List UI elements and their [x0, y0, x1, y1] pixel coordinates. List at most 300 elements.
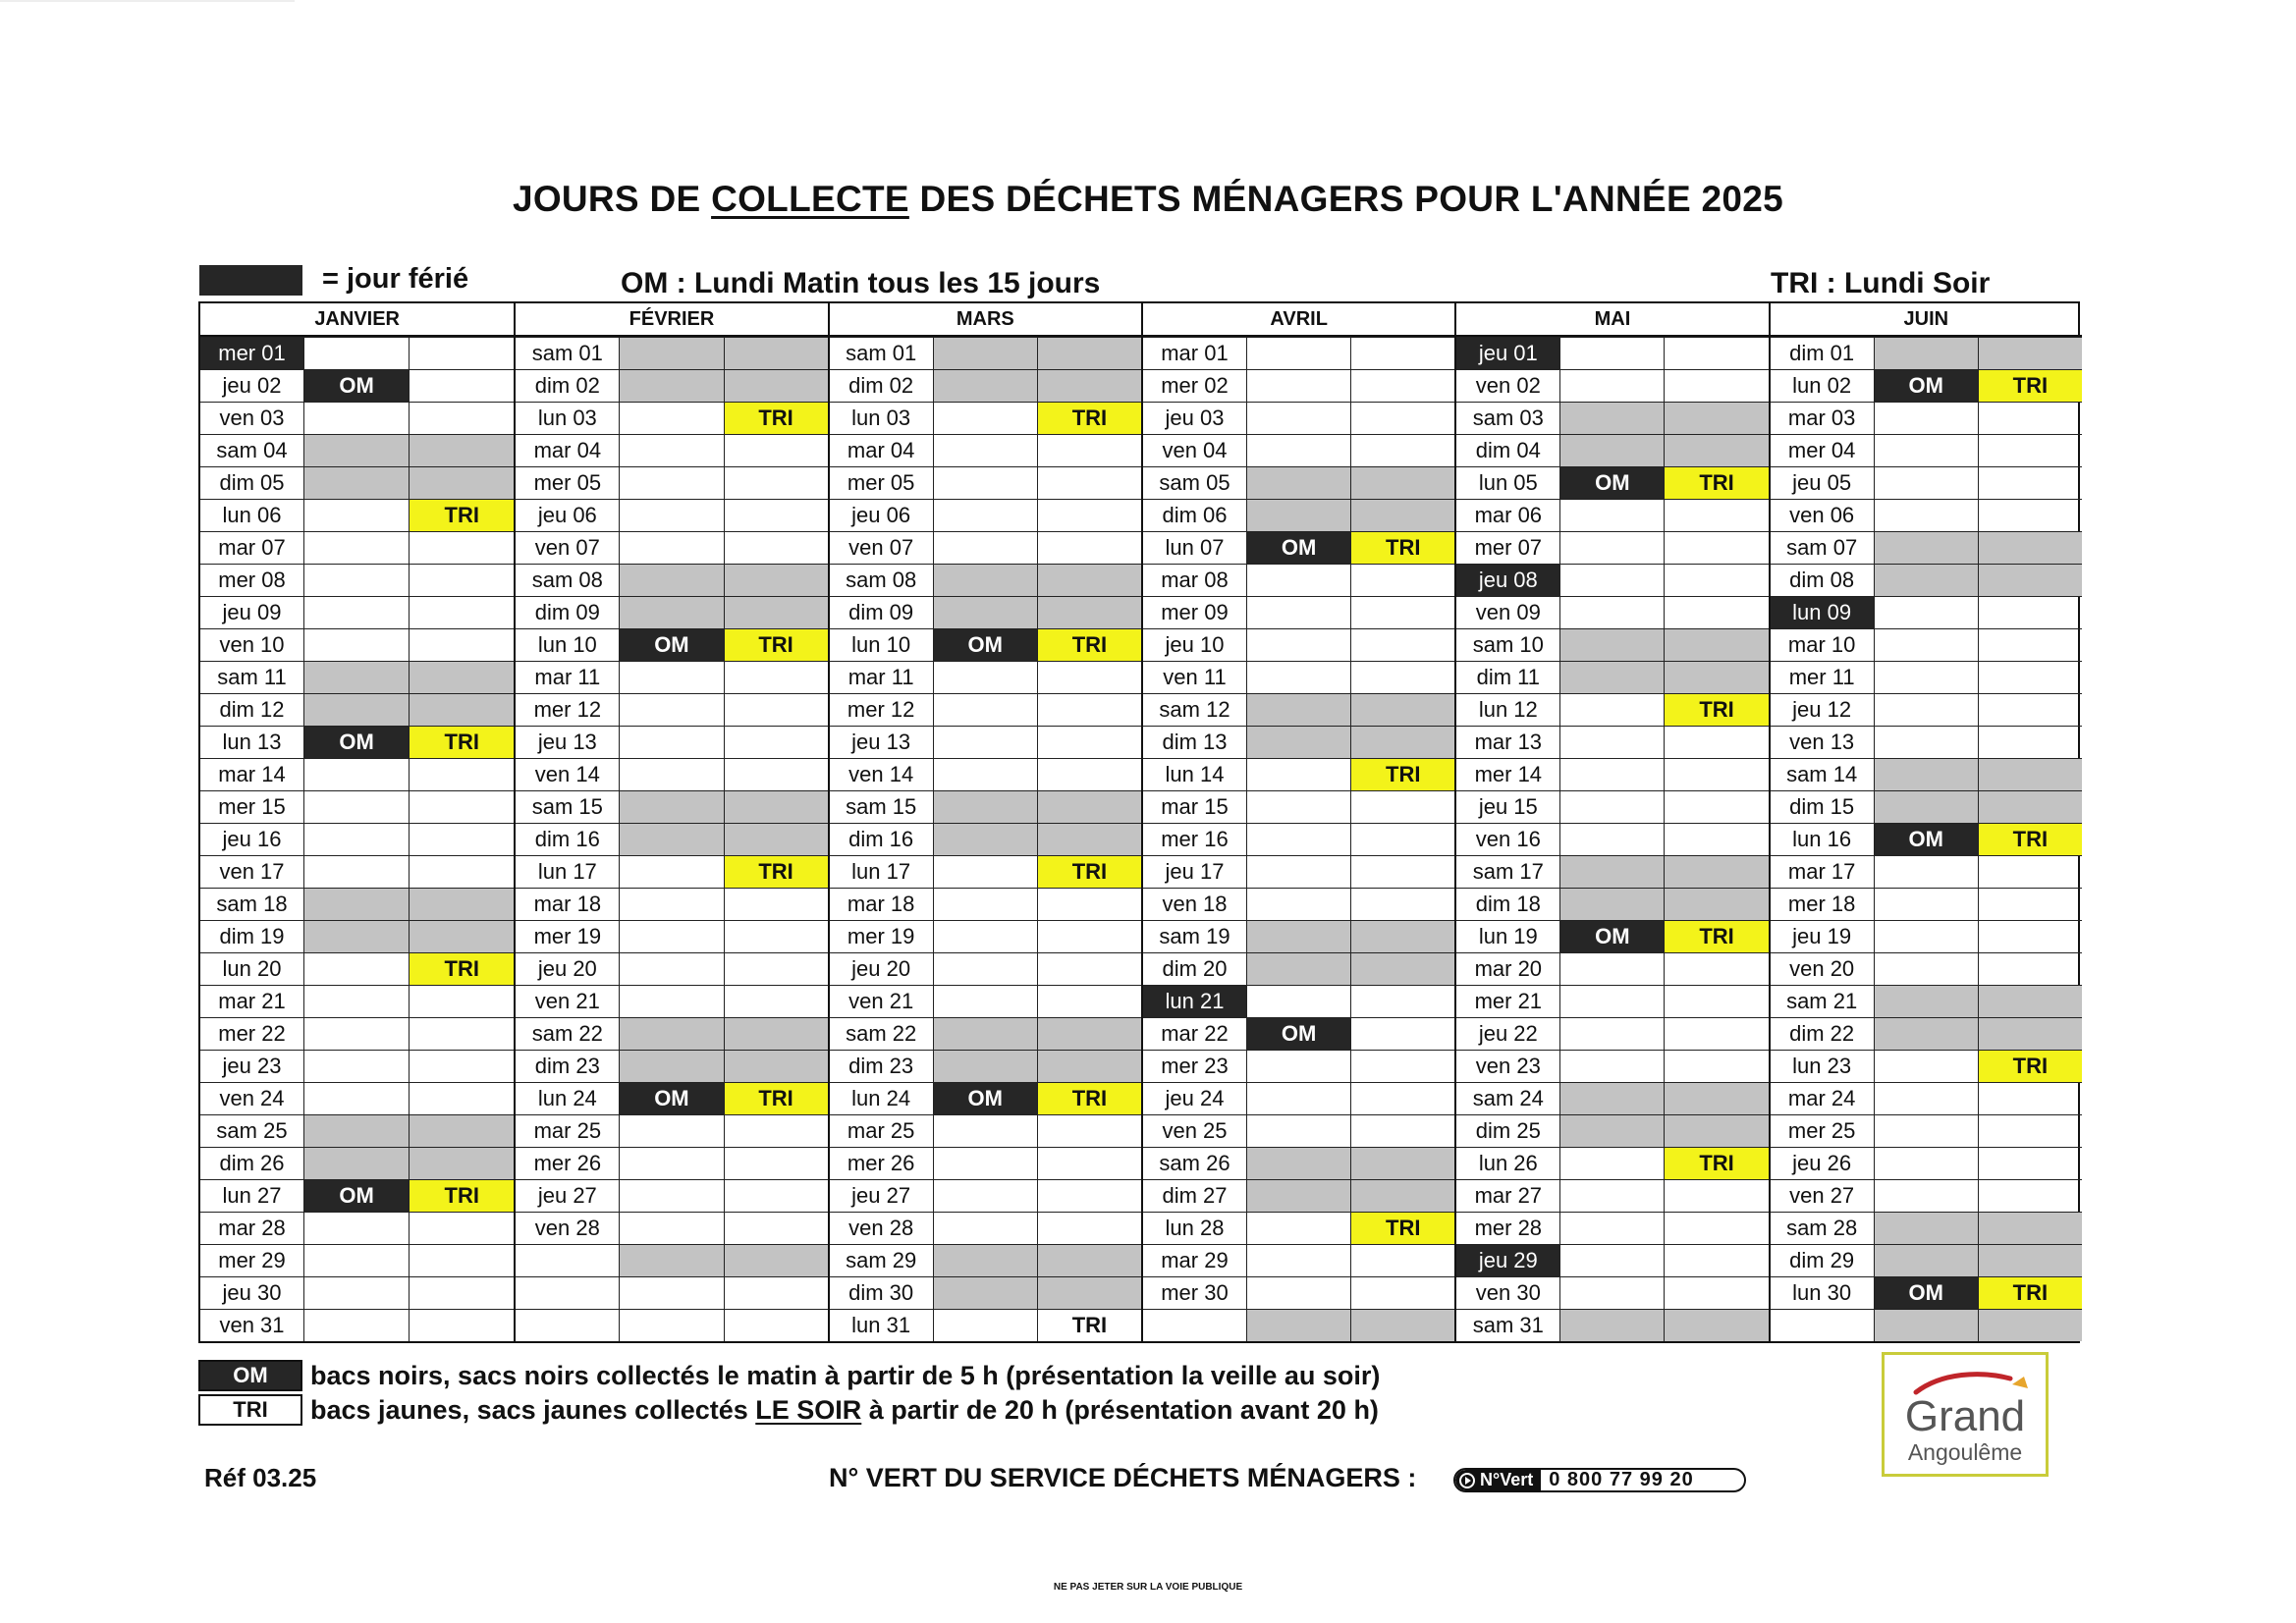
day-label: lun 17: [830, 856, 934, 888]
tri-cell: [1665, 759, 1768, 790]
tri-cell: [410, 1051, 514, 1082]
day-row: [1771, 985, 2082, 1017]
tri-cell: [1979, 694, 2082, 726]
tri-cell: [410, 921, 514, 952]
om-cell: [1560, 1213, 1665, 1244]
day-label: lun 16: [1771, 824, 1875, 855]
om-cell: [304, 1083, 410, 1114]
day-label: lun 27: [200, 1180, 304, 1212]
day-label: mar 10: [1771, 629, 1875, 661]
om-collection-cell: OM: [1247, 532, 1351, 564]
grand-angouleme-logo: [1882, 1352, 2049, 1477]
day-row: [516, 1276, 827, 1309]
tri-cell: [1351, 500, 1454, 531]
day-row: [200, 693, 514, 726]
om-collection-cell: OM: [1247, 1018, 1351, 1050]
page-title: JOURS DE COLLECTE DES DÉCHETS MÉNAGERS POUR L'ANNÉE 2025: [512, 179, 1784, 219]
tri-cell: [1038, 500, 1141, 531]
om-cell: [620, 403, 724, 434]
day-row: [1771, 564, 2082, 596]
tri-collection-cell: TRI: [1038, 856, 1141, 888]
om-cell: [1875, 1310, 1979, 1341]
day-row: [516, 1212, 827, 1244]
tri-collection-cell: TRI: [1979, 370, 2082, 402]
om-cell: [304, 435, 410, 466]
tri-cell: [725, 1051, 828, 1082]
tri-cell: [1038, 1213, 1141, 1244]
month-header: MAI: [1456, 303, 1768, 337]
day-row: [830, 1276, 1141, 1309]
tri-cell: [725, 1310, 828, 1341]
om-collection-cell: OM: [304, 727, 410, 758]
om-cell: [304, 565, 410, 596]
om-cell: [304, 1115, 410, 1147]
day-label: ven 20: [1771, 953, 1875, 985]
om-collection-cell: OM: [1875, 1277, 1979, 1309]
tri-cell: [1979, 1180, 2082, 1212]
day-label: mer 05: [830, 467, 934, 499]
day-row: [1456, 920, 1768, 952]
tri-schedule-label: TRI : Lundi Soir: [1771, 267, 1991, 299]
tri-collection-cell: TRI: [1351, 1213, 1454, 1244]
om-cell: [1560, 694, 1665, 726]
om-cell: [304, 694, 410, 726]
day-label: lun 24: [830, 1083, 934, 1114]
tri-collection-cell: TRI: [1038, 629, 1141, 661]
day-row: [1456, 466, 1768, 499]
day-label: ven 13: [1771, 727, 1875, 758]
om-cell: [1875, 759, 1979, 790]
day-label: [1771, 1310, 1875, 1341]
om-key-text: bacs noirs, sacs noirs collectés le matin à partir de 5 h (présentation la veille au soir): [310, 1360, 1381, 1390]
day-label: jeu 27: [830, 1180, 934, 1212]
day-row: [1143, 726, 1454, 758]
month-header: JUIN: [1771, 303, 2082, 337]
om-cell: [1247, 694, 1351, 726]
month-column: [1454, 303, 1768, 1341]
tri-cell: [1351, 727, 1454, 758]
day-label: mer 29: [200, 1245, 304, 1276]
day-row: [1143, 337, 1454, 369]
om-cell: [934, 1148, 1038, 1179]
day-row: [1143, 499, 1454, 531]
day-row: [200, 434, 514, 466]
day-row: [516, 531, 827, 564]
day-row: [1771, 499, 2082, 531]
day-label: jeu 26: [1771, 1148, 1875, 1179]
om-cell: [1560, 1115, 1665, 1147]
om-cell: [620, 467, 724, 499]
day-row: [516, 402, 827, 434]
om-cell: [934, 565, 1038, 596]
day-label: mar 29: [1143, 1245, 1247, 1276]
day-label-holiday: mer 01: [200, 338, 304, 369]
day-row: [1771, 1244, 2082, 1276]
day-row: [1143, 985, 1454, 1017]
om-cell: [1875, 597, 1979, 628]
day-row: [1143, 920, 1454, 952]
tri-cell: [1351, 338, 1454, 369]
om-cell: [934, 500, 1038, 531]
om-cell: [304, 1051, 410, 1082]
day-row: [1456, 337, 1768, 369]
day-row: [516, 1179, 827, 1212]
day-row: [830, 1179, 1141, 1212]
day-row: [1771, 855, 2082, 888]
day-row: [1456, 1179, 1768, 1212]
tri-cell: [1038, 953, 1141, 985]
day-row: [830, 531, 1141, 564]
day-label: sam 03: [1456, 403, 1560, 434]
day-label: jeu 05: [1771, 467, 1875, 499]
tri-cell: [1665, 791, 1768, 823]
om-cell: [1247, 791, 1351, 823]
day-row: [200, 1017, 514, 1050]
day-row: [830, 1114, 1141, 1147]
tri-cell: [410, 370, 514, 402]
om-cell: [1560, 1148, 1665, 1179]
day-label: mer 11: [1771, 662, 1875, 693]
tri-collection-cell: TRI: [1665, 467, 1768, 499]
om-cell: [1247, 467, 1351, 499]
day-label: jeu 10: [1143, 629, 1247, 661]
day-label: mar 07: [200, 532, 304, 564]
day-row: [1143, 1114, 1454, 1147]
om-cell: [934, 953, 1038, 985]
om-cell: [620, 856, 724, 888]
day-label: lun 05: [1456, 467, 1560, 499]
tri-cell: [410, 1310, 514, 1341]
reference-code: Réf 03.25: [204, 1463, 317, 1492]
tri-cell: [1979, 791, 2082, 823]
day-row: [1456, 596, 1768, 628]
om-cell: [620, 1180, 724, 1212]
om-cell: [620, 727, 724, 758]
day-label-holiday: lun 09: [1771, 597, 1875, 628]
day-row: [200, 1179, 514, 1212]
day-label: dim 13: [1143, 727, 1247, 758]
day-label-holiday: jeu 08: [1456, 565, 1560, 596]
day-label: ven 25: [1143, 1115, 1247, 1147]
day-row: [516, 1082, 827, 1114]
day-label: sam 19: [1143, 921, 1247, 952]
day-row: [516, 952, 827, 985]
day-row: [516, 564, 827, 596]
day-row: [1456, 628, 1768, 661]
day-label: mer 14: [1456, 759, 1560, 790]
om-cell: [934, 889, 1038, 920]
om-cell: [934, 759, 1038, 790]
tri-cell: [1038, 921, 1141, 952]
om-cell: [934, 694, 1038, 726]
day-row: [1456, 758, 1768, 790]
green-number-badge: [1455, 1470, 1541, 1490]
tri-cell: [725, 921, 828, 952]
day-label: dim 15: [1771, 791, 1875, 823]
tri-cell: [1665, 1180, 1768, 1212]
day-label: jeu 20: [830, 953, 934, 985]
day-row: [1456, 1147, 1768, 1179]
day-label: lun 10: [830, 629, 934, 661]
tri-cell: [410, 338, 514, 369]
om-cell: [934, 791, 1038, 823]
tri-cell: [1665, 370, 1768, 402]
om-collection-cell: OM: [934, 1083, 1038, 1114]
om-cell: [304, 856, 410, 888]
day-label: dim 23: [830, 1051, 934, 1082]
om-cell: [1560, 824, 1665, 855]
day-label: lun 31: [830, 1310, 934, 1341]
om-cell: [620, 986, 724, 1017]
day-row: [1456, 1212, 1768, 1244]
day-label: dim 18: [1456, 889, 1560, 920]
tri-cell: [1665, 824, 1768, 855]
om-cell: [304, 403, 410, 434]
day-row: [1143, 661, 1454, 693]
day-label: [516, 1310, 620, 1341]
tri-cell: [1665, 403, 1768, 434]
day-label: sam 29: [830, 1245, 934, 1276]
om-cell: [304, 532, 410, 564]
om-cell: [1247, 1051, 1351, 1082]
day-label: mer 15: [200, 791, 304, 823]
logo-text-angouleme: Angoulême: [1907, 1439, 2023, 1465]
green-number-badge-text: N°Vert: [1480, 1470, 1534, 1489]
day-row: [200, 402, 514, 434]
day-row: [830, 1244, 1141, 1276]
day-row: [200, 1309, 514, 1341]
om-cell: [1247, 921, 1351, 952]
om-cell: [1560, 662, 1665, 693]
day-label: jeu 09: [200, 597, 304, 628]
om-cell: [1875, 1148, 1979, 1179]
day-row: [1456, 1082, 1768, 1114]
day-row: [200, 661, 514, 693]
om-cell: [1247, 1115, 1351, 1147]
tri-cell: [725, 1245, 828, 1276]
om-cell: [1560, 727, 1665, 758]
om-cell: [1875, 532, 1979, 564]
om-cell: [1560, 1018, 1665, 1050]
om-cell: [620, 694, 724, 726]
day-row: [1771, 790, 2082, 823]
day-label: ven 06: [1771, 500, 1875, 531]
day-row: [1143, 693, 1454, 726]
day-label: sam 01: [830, 338, 934, 369]
om-cell: [1247, 1310, 1351, 1341]
day-label: lun 07: [1143, 532, 1247, 564]
day-row: [200, 726, 514, 758]
om-cell: [1247, 629, 1351, 661]
tri-cell: [1351, 824, 1454, 855]
om-cell: [1247, 338, 1351, 369]
om-cell: [1247, 1180, 1351, 1212]
day-label: dim 19: [200, 921, 304, 952]
day-row: [1771, 596, 2082, 628]
day-row: [1456, 1244, 1768, 1276]
om-cell: [620, 921, 724, 952]
day-label: [516, 1277, 620, 1309]
tri-cell: [1038, 1245, 1141, 1276]
tri-cell: [410, 824, 514, 855]
day-row: [830, 823, 1141, 855]
om-cell: [934, 1310, 1038, 1341]
om-cell: [1247, 597, 1351, 628]
om-cell: [620, 565, 724, 596]
day-row: [200, 628, 514, 661]
day-label: mer 19: [830, 921, 934, 952]
day-label: dim 16: [830, 824, 934, 855]
day-label: lun 02: [1771, 370, 1875, 402]
day-row: [1143, 1082, 1454, 1114]
tri-cell: [1351, 1018, 1454, 1050]
tri-collection-cell: TRI: [725, 1083, 828, 1114]
day-label: lun 23: [1771, 1051, 1875, 1082]
tri-cell: [1665, 500, 1768, 531]
om-cell: [1875, 856, 1979, 888]
om-cell: [934, 597, 1038, 628]
day-row: [830, 888, 1141, 920]
om-collection-cell: OM: [1875, 824, 1979, 855]
month-header: JANVIER: [200, 303, 514, 337]
tri-cell: [1979, 500, 2082, 531]
day-row: [516, 790, 827, 823]
tri-cell: [1038, 1051, 1141, 1082]
day-row: [1771, 434, 2082, 466]
tri-cell: [1979, 1083, 2082, 1114]
tri-cell: [725, 1115, 828, 1147]
day-label: sam 24: [1456, 1083, 1560, 1114]
day-row: [200, 790, 514, 823]
day-row: [830, 985, 1141, 1017]
day-row: [830, 337, 1141, 369]
day-row: [1456, 693, 1768, 726]
tri-cell: [725, 1018, 828, 1050]
day-row: [1456, 499, 1768, 531]
tri-collection-cell: TRI: [1071, 1313, 1108, 1337]
om-cell: [1875, 403, 1979, 434]
day-row: [200, 1276, 514, 1309]
om-cell: [620, 889, 724, 920]
om-cell: [1560, 532, 1665, 564]
tri-collection-cell: TRI: [1665, 694, 1768, 726]
tri-cell: [410, 694, 514, 726]
day-row: [1771, 466, 2082, 499]
tri-cell: [1351, 629, 1454, 661]
om-cell: [1560, 759, 1665, 790]
tri-cell: [1665, 986, 1768, 1017]
day-row: [200, 888, 514, 920]
day-label: jeu 16: [200, 824, 304, 855]
day-row: [1771, 1309, 2082, 1341]
day-label: mar 27: [1456, 1180, 1560, 1212]
om-cell: [1247, 1148, 1351, 1179]
tri-collection-cell: TRI: [725, 403, 828, 434]
tri-cell: [410, 1018, 514, 1050]
day-label: mer 08: [200, 565, 304, 596]
om-cell: [1560, 370, 1665, 402]
day-row: [200, 564, 514, 596]
tri-cell: [1038, 1148, 1141, 1179]
tri-cell: [1038, 435, 1141, 466]
om-cell: [620, 435, 724, 466]
om-cell: [1247, 824, 1351, 855]
green-number-pill: [1453, 1468, 1746, 1492]
day-row: [516, 823, 827, 855]
day-label: sam 07: [1771, 532, 1875, 564]
day-label: mar 25: [516, 1115, 620, 1147]
day-label: dim 23: [516, 1051, 620, 1082]
day-row: [830, 1309, 1141, 1341]
tri-cell: [725, 435, 828, 466]
om-cell: [1247, 1083, 1351, 1114]
tri-key-box: TRI: [198, 1394, 302, 1426]
tri-cell: [1038, 727, 1141, 758]
om-cell: [934, 1180, 1038, 1212]
month-column: [200, 303, 514, 1341]
day-row: [516, 726, 827, 758]
month-header: AVRIL: [1143, 303, 1454, 337]
day-label: sam 15: [516, 791, 620, 823]
tri-cell: [1665, 1083, 1768, 1114]
day-label: dim 05: [200, 467, 304, 499]
tri-cell: [1665, 532, 1768, 564]
day-row: [1456, 661, 1768, 693]
day-label: mar 21: [200, 986, 304, 1017]
day-row: [1771, 531, 2082, 564]
day-row: [1771, 1147, 2082, 1179]
day-label: jeu 23: [200, 1051, 304, 1082]
om-cell: [934, 1277, 1038, 1309]
day-row: [200, 1082, 514, 1114]
tri-cell: [410, 435, 514, 466]
om-cell: [620, 370, 724, 402]
tri-cell: [1351, 1148, 1454, 1179]
day-label: mar 24: [1771, 1083, 1875, 1114]
day-label: sam 14: [1771, 759, 1875, 790]
tri-cell: [410, 597, 514, 628]
day-row: [1143, 369, 1454, 402]
day-label: ven 30: [1456, 1277, 1560, 1309]
day-row: [830, 693, 1141, 726]
day-row: [1143, 1244, 1454, 1276]
tri-cell: [1351, 565, 1454, 596]
tri-cell: [725, 1180, 828, 1212]
om-cell: [304, 1310, 410, 1341]
collection-calendar: [198, 301, 2080, 1343]
om-cell: [1875, 1083, 1979, 1114]
day-label: lun 14: [1143, 759, 1247, 790]
day-label: lun 06: [200, 500, 304, 531]
tri-collection-cell: TRI: [1665, 921, 1768, 952]
day-row: [1771, 1179, 2082, 1212]
tri-cell: [725, 532, 828, 564]
day-row: [1771, 661, 2082, 693]
day-row: [1456, 952, 1768, 985]
om-collection-cell: OM: [1560, 921, 1665, 952]
om-cell: [1247, 953, 1351, 985]
tri-cell: [1665, 856, 1768, 888]
day-label: sam 10: [1456, 629, 1560, 661]
om-cell: [934, 662, 1038, 693]
om-cell: [304, 629, 410, 661]
om-cell: [1560, 1245, 1665, 1276]
day-row: [516, 661, 827, 693]
day-label: mer 07: [1456, 532, 1560, 564]
tri-cell: [1979, 921, 2082, 952]
om-cell: [1247, 759, 1351, 790]
tri-cell: [1351, 986, 1454, 1017]
